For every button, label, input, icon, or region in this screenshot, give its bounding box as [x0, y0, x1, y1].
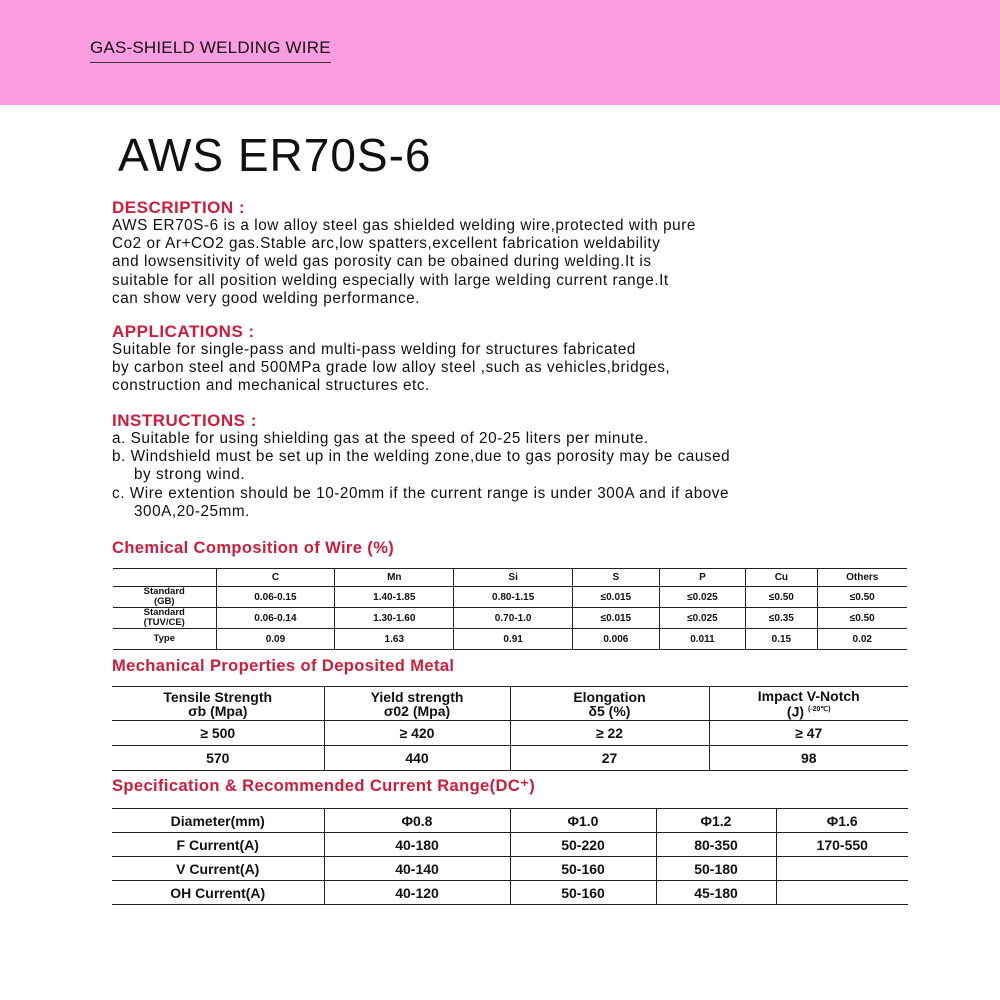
table-cell: ≥ 420: [324, 721, 510, 746]
table-cell: 40-140: [324, 857, 510, 881]
table-header-cell: C: [216, 569, 335, 587]
row-label: [113, 608, 216, 629]
table-header-cell: Diameter(mm): [112, 809, 324, 833]
table-cell: V Current(A): [112, 857, 324, 881]
table-cell: 0.91: [454, 629, 573, 650]
table-header-cell: Φ1.6: [776, 809, 908, 833]
description-heading: DESCRIPTION :: [112, 198, 246, 217]
table-header-row: [112, 687, 908, 721]
chemical-table: [113, 568, 907, 650]
table-row: [112, 746, 908, 771]
table-row: [112, 721, 908, 746]
table-cell: 50-160: [510, 857, 656, 881]
chemical-heading: Chemical Composition of Wire (%): [112, 539, 395, 557]
applications-line: construction and mechanical structures etc.: [112, 377, 430, 395]
row-label-line: (TUV/CE): [143, 617, 185, 628]
table-cell: [776, 857, 908, 881]
table-row: [113, 587, 907, 608]
header-line: Impact V-Notch: [757, 687, 860, 704]
table-cell: ≤0.50: [817, 587, 907, 608]
table-cell: 0.80-1.15: [454, 587, 573, 608]
table-cell: 40-120: [324, 881, 510, 905]
row-label-line: (GB): [153, 596, 175, 607]
table-cell: F Current(A): [112, 833, 324, 857]
table-header-cell: Mn: [335, 569, 454, 587]
description-line: Co2 or Ar+CO2 gas.Stable arc,low spatters,excellent fabrication weldability: [112, 235, 661, 253]
table-header-cell: Cu: [746, 569, 817, 587]
table-cell: ≥ 500: [112, 721, 324, 746]
page-title: AWS ER70S-6: [118, 129, 432, 181]
table-cell: ≤0.025: [659, 608, 746, 629]
table-cell: ≤0.35: [746, 608, 817, 629]
table-cell: 1.63: [335, 629, 454, 650]
row-label: [113, 587, 216, 608]
table-cell: 0.70-1.0: [454, 608, 573, 629]
table-cell: 80-350: [656, 833, 776, 857]
table-header-cell: Φ0.8: [324, 809, 510, 833]
header-line: Yield strength: [370, 688, 464, 705]
table-cell: 40-180: [324, 833, 510, 857]
table-row: [112, 857, 908, 881]
description-line: suitable for all position welding especially with large welding current range.It: [112, 271, 669, 289]
temperature-note: (-20℃): [807, 705, 831, 713]
table-cell: 50-220: [510, 833, 656, 857]
table-cell: 440: [324, 746, 510, 771]
table-cell: 27: [510, 746, 709, 771]
table-cell: 570: [112, 746, 324, 771]
table-cell: 50-160: [510, 881, 656, 905]
table-cell: ≤0.50: [817, 608, 907, 629]
description-line: AWS ER70S-6 is a low alloy steel gas shielded welding wire,protected with pure: [112, 217, 696, 234]
instruction-line: 300A,20-25mm.: [134, 502, 250, 520]
instruction-line: a. Suitable for using shielding gas at the speed of 20-25 liters per minute.: [112, 430, 649, 447]
table-cell: [113, 569, 216, 587]
table-row: [112, 881, 908, 905]
instruction-line: c. Wire extention should be 10-20mm if the current range is under 300A and if above: [112, 484, 730, 502]
table-cell: 0.011: [659, 629, 746, 650]
table-row: [112, 833, 908, 857]
instructions-text: [112, 430, 730, 521]
table-cell: 0.02: [817, 629, 907, 650]
table-header-cell: [112, 687, 324, 721]
header-banner: [0, 0, 1000, 105]
mechanical-table: [112, 686, 908, 771]
applications-heading: APPLICATIONS :: [112, 322, 255, 341]
spec-heading: Specification & Recommended Current Range(DC⁺): [112, 777, 536, 795]
header-line: δ5 (%): [588, 702, 631, 719]
instruction-line: by strong wind.: [134, 466, 246, 484]
table-header-cell: [510, 687, 709, 721]
table-header-cell: Si: [454, 569, 573, 587]
header-line: σb (Mpa): [188, 702, 248, 719]
spec-table: [112, 808, 908, 905]
table-cell: ≤0.025: [659, 587, 746, 608]
table-cell: 1.30-1.60: [335, 608, 454, 629]
table-cell: ≥ 22: [510, 721, 709, 746]
table-cell: ≤0.50: [746, 587, 817, 608]
banner-title: GAS-SHIELD WELDING WIRE: [90, 38, 331, 63]
header-line: Elongation: [573, 688, 646, 705]
table-cell: ≤0.015: [573, 587, 660, 608]
table-cell: [776, 881, 908, 905]
table-row: [113, 629, 907, 650]
table-cell: 0.15: [746, 629, 817, 650]
description-text: [112, 217, 696, 308]
table-header-cell: S: [573, 569, 660, 587]
header-line: Tensile Strength: [163, 688, 273, 705]
row-label: Type: [113, 629, 216, 650]
instruction-line: b. Windshield must be set up in the welding zone,due to gas porosity may be caused: [112, 448, 731, 466]
table-cell: 0.06-0.15: [216, 587, 335, 608]
table-cell: ≥ 47: [709, 721, 908, 746]
table-cell: 50-180: [656, 857, 776, 881]
mechanical-heading: Mechanical Properties of Deposited Metal: [112, 657, 455, 675]
table-cell: 45-180: [656, 881, 776, 905]
row-label-line: Standard: [143, 607, 185, 618]
applications-text: [112, 341, 670, 396]
table-header-cell: Others: [817, 569, 907, 587]
description-line: and lowsensitivity of weld gas porosity can be obained during welding.It is: [112, 253, 652, 271]
table-cell: 1.40-1.85: [335, 587, 454, 608]
header-line: (J): [786, 703, 805, 720]
table-header-cell: [709, 687, 908, 721]
table-header-row: [113, 569, 907, 587]
table-cell: 170-550: [776, 833, 908, 857]
table-cell: 0.006: [573, 629, 660, 650]
table-cell: 0.09: [216, 629, 335, 650]
description-line: can show very good welding performance.: [112, 289, 420, 307]
table-cell: ≤0.015: [573, 608, 660, 629]
table-cell: 98: [709, 746, 908, 771]
instructions-heading: INSTRUCTIONS :: [112, 411, 257, 430]
table-header-cell: [324, 687, 510, 721]
table-header-row: [112, 809, 908, 833]
header-line: σ02 (Mpa): [383, 702, 451, 719]
applications-line: Suitable for single-pass and multi-pass welding for structures fabricated: [112, 341, 636, 358]
table-row: [113, 608, 907, 629]
table-cell: OH Current(A): [112, 881, 324, 905]
row-label-line: Standard: [143, 586, 185, 597]
table-header-cell: Φ1.2: [656, 809, 776, 833]
table-cell: 0.06-0.14: [216, 608, 335, 629]
applications-line: by carbon steel and 500MPa grade low alloy steel ,such as vehicles,bridges,: [112, 359, 671, 377]
table-header-cell: Φ1.0: [510, 809, 656, 833]
table-header-cell: P: [659, 569, 746, 587]
